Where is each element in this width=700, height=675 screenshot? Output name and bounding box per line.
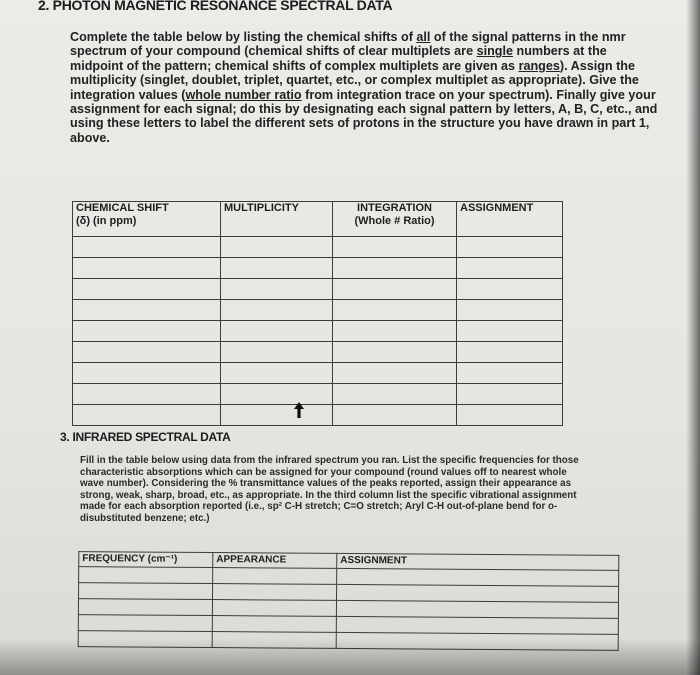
table-row <box>73 321 563 342</box>
table-cell[interactable] <box>333 300 457 321</box>
table-cell[interactable] <box>213 584 337 601</box>
ir-instructions: Fill in the table below using data from the infrared spectrum you ran. List the specific frequencies for those characteristic absorptions which can be assigned for your compound (round values off to nearest whole wave number). Considering the % transmittance values of the peaks reported, assign their appearance as strong, weak, sharp, broad, etc., as appropriate. In the third column list the specific vibrational assignment made for each absorption reported (i.e., sp² C-H stretch; C=O stretch; Aryl C-H out-of-plane bend for o-disubstituted benzene; etc.) <box>80 455 579 524</box>
table-cell[interactable] <box>221 405 333 426</box>
table-cell[interactable] <box>457 279 563 300</box>
table-cell[interactable] <box>221 384 333 405</box>
table-cell[interactable] <box>73 279 221 300</box>
page-bottom-shadow <box>0 639 700 675</box>
table-cell[interactable] <box>333 384 457 405</box>
table-cell[interactable] <box>78 615 212 632</box>
table-cell[interactable] <box>457 321 563 342</box>
table-cell[interactable] <box>221 258 333 279</box>
table-cell[interactable] <box>212 600 336 617</box>
table-cell[interactable] <box>333 279 457 300</box>
header-chemical-shift: CHEMICAL SHIFT (δ) (in ppm) <box>73 202 221 237</box>
emphasis-all: all <box>416 30 431 44</box>
table-cell[interactable] <box>336 616 618 634</box>
header-assignment: ASSIGNMENT <box>457 202 563 237</box>
table-cell[interactable] <box>73 363 221 384</box>
nmr-data-table <box>72 201 563 426</box>
table-cell[interactable] <box>337 568 619 586</box>
table-cell[interactable] <box>79 583 213 600</box>
table-cell[interactable] <box>333 363 457 384</box>
header-frequency: FREQUENCY (cm⁻¹) <box>79 552 213 568</box>
table-cell[interactable] <box>333 405 457 426</box>
table-cell[interactable] <box>337 584 619 602</box>
table-row <box>73 258 563 279</box>
table-cell[interactable] <box>457 342 563 363</box>
table-cell[interactable] <box>73 237 221 258</box>
table-cell[interactable] <box>457 237 563 258</box>
table-row <box>73 363 563 384</box>
table-cell[interactable] <box>336 600 618 618</box>
header-integration: INTEGRATION (Whole # Ratio) <box>333 202 457 237</box>
table-cell[interactable] <box>221 363 333 384</box>
table-cell[interactable] <box>457 300 563 321</box>
mouse-pointer-icon <box>292 401 306 419</box>
table-cell[interactable] <box>333 237 457 258</box>
emphasis-single: single <box>476 44 513 59</box>
table-cell[interactable] <box>73 258 221 279</box>
table-row <box>73 237 563 258</box>
table-cell[interactable] <box>221 300 333 321</box>
table-cell[interactable] <box>212 616 336 633</box>
nmr-table-header-row <box>73 202 563 237</box>
page-edge-shadow <box>686 0 700 675</box>
emphasis-whole-number-ratio: whole number ratio <box>185 87 302 102</box>
table-cell[interactable] <box>73 321 221 342</box>
table-cell[interactable] <box>73 384 221 405</box>
section-2-title: 2. PHOTON MAGNETIC RESONANCE SPECTRAL DATA <box>38 0 393 13</box>
emphasis-ranges: ranges <box>518 58 560 73</box>
table-cell[interactable] <box>79 567 213 584</box>
table-cell[interactable] <box>457 258 563 279</box>
table-cell[interactable] <box>333 321 457 342</box>
header-appearance: APPEARANCE <box>213 553 337 569</box>
table-cell[interactable] <box>73 300 221 321</box>
table-cell[interactable] <box>73 342 221 363</box>
table-cell[interactable] <box>333 342 457 363</box>
table-row <box>73 342 563 363</box>
table-row <box>73 279 563 300</box>
table-row <box>73 300 563 321</box>
table-row <box>73 405 563 426</box>
table-cell[interactable] <box>221 237 333 258</box>
table-cell[interactable] <box>213 568 337 585</box>
table-cell[interactable] <box>333 258 457 279</box>
table-cell[interactable] <box>457 363 563 384</box>
table-cell[interactable] <box>457 384 563 405</box>
table-cell[interactable] <box>221 279 333 300</box>
section-3-title: 3. INFRARED SPECTRAL DATA <box>60 430 231 444</box>
table-cell[interactable] <box>457 405 563 426</box>
header-ir-assignment: ASSIGNMENT <box>337 553 619 570</box>
table-cell[interactable] <box>221 342 333 363</box>
header-multiplicity: MULTIPLICITY <box>221 202 333 237</box>
nmr-instructions: Complete the table below by listing the chemical shifts of all of the signal patterns in the nmr spectrum of your compound (chemical shifts of clear multiplets are single numbers at the midpoint of the pattern; chemical shifts of complex multiplets are given as ranges). Assign the multiplicity (singlet, doublet, triplet, quartet, etc., or complex multiplet as appropriate). Give the integration values (whole number ratio from integration trace on your spectrum). Finally give your assignment for each signal; do this by designating each signal pattern by letters, A, B, C, etc., and using these letters to label the different sets of protons in the structure you have drawn in part 1, above. <box>70 30 658 145</box>
table-row <box>73 384 563 405</box>
ir-data-table <box>78 551 620 651</box>
table-cell[interactable] <box>221 321 333 342</box>
table-cell[interactable] <box>73 405 221 426</box>
table-cell[interactable] <box>78 599 212 616</box>
